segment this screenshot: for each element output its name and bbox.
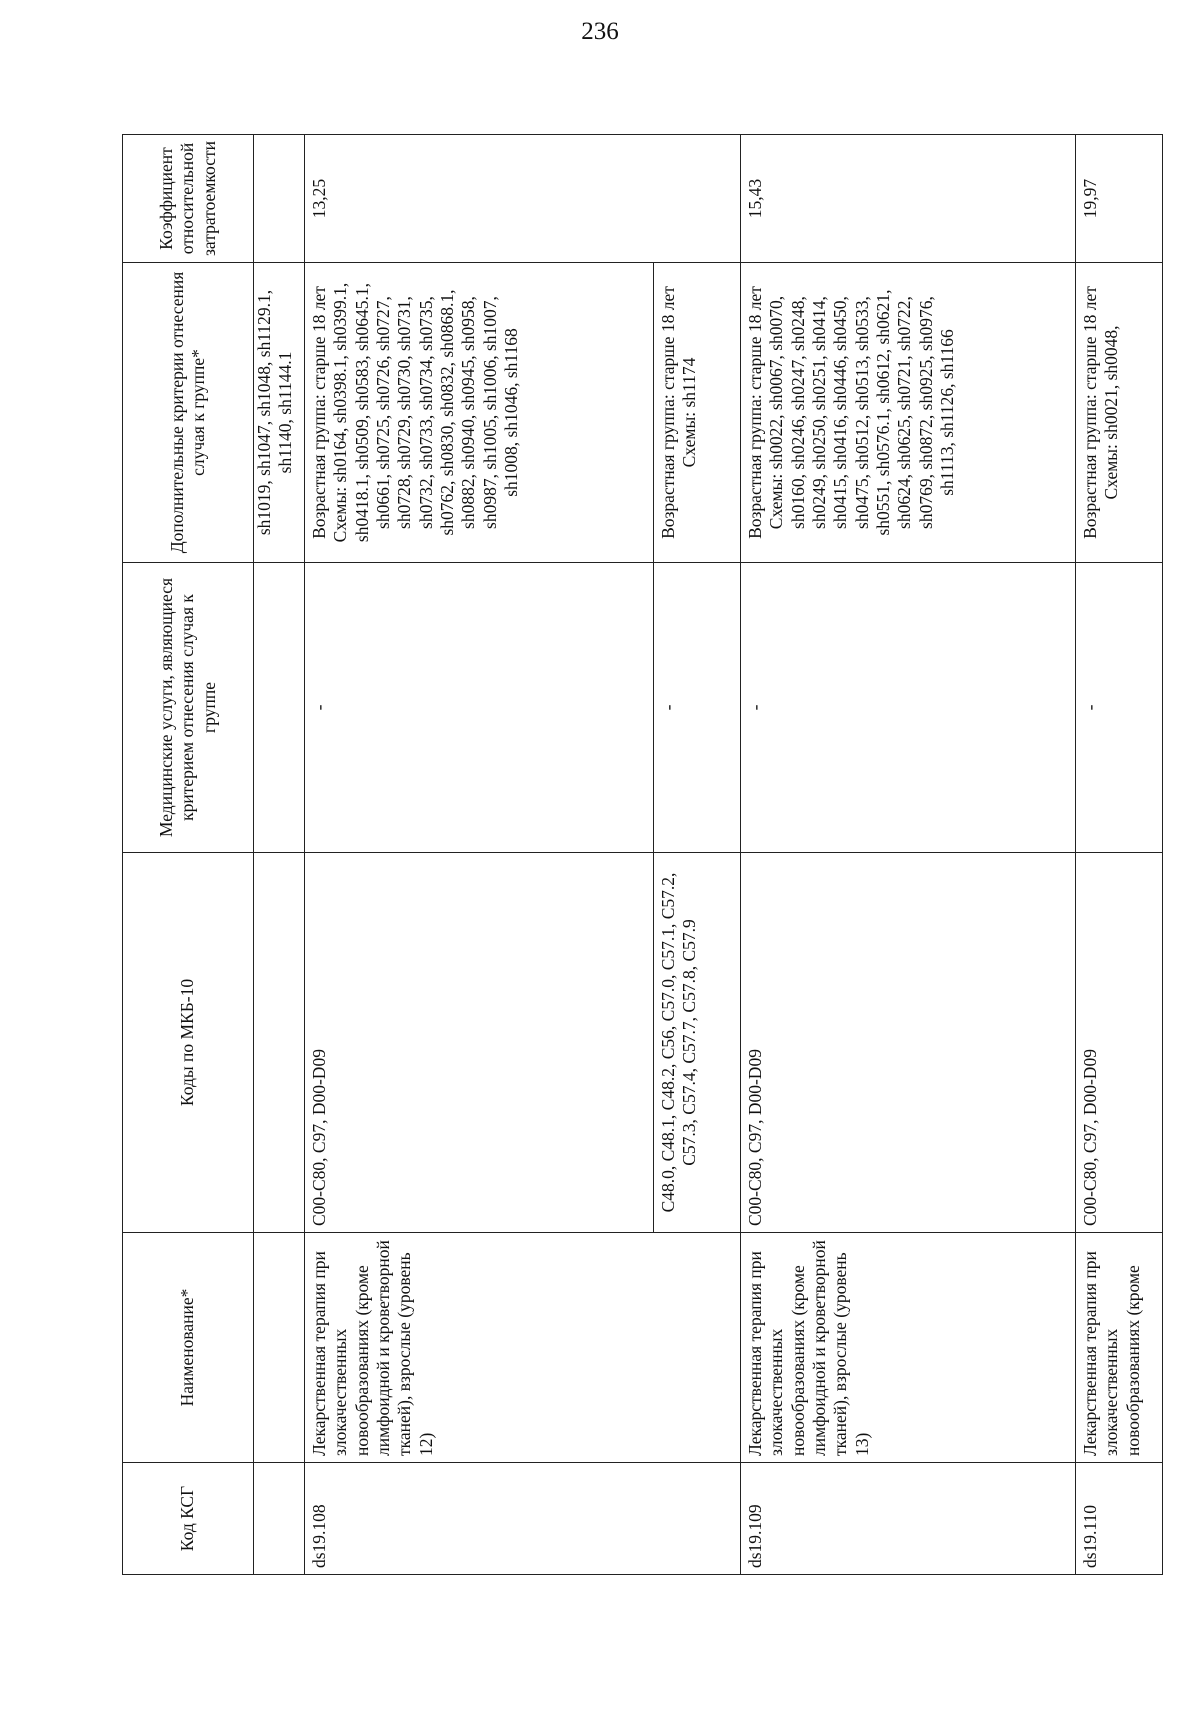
row-services: - — [305, 563, 654, 853]
row-coef: 19,97 — [1076, 135, 1163, 263]
continuation-row — [254, 135, 305, 1575]
header-coef: Коэффициент относительной затратоемкости — [123, 135, 254, 263]
row-code: ds19.109 — [741, 1463, 1076, 1575]
table-row — [741, 135, 1076, 1575]
row-criteria: Возрастная группа: старше 18 лет Схемы: sh0022, sh0067, sh0070, sh0160, sh0246, sh0247, sh0248, sh0249, sh0250, sh0251, sh0414, sh0415, sh0416, sh0446, sh0450, sh0475, sh0512, sh0513, sh0533, sh0551, sh0576.1, sh0612, sh0621, sh0624, sh0625, sh0721, sh0722, sh0769, sh0872, sh0925, sh0976, sh1113, sh1126, sh1166 — [741, 263, 1076, 563]
page-number: 236 — [581, 18, 619, 45]
row-name: Лекарственная терапия при злокачественных новообразованиях (кроме — [1076, 1233, 1163, 1463]
table-row — [1076, 135, 1163, 1575]
row-criteria: Возрастная группа: старше 18 лет Схемы: sh0021, sh0048, — [1076, 263, 1163, 563]
row-code: ds19.110 — [1076, 1463, 1163, 1575]
row-criteria: Возрастная группа: старше 18 лет Схемы: sh1174 — [654, 263, 741, 563]
header-row — [123, 135, 254, 1575]
header-name: Наименование* — [123, 1233, 254, 1463]
continuation-criteria: sh1019, sh1047, sh1048, sh1129.1, sh1140, sh1144.1 — [254, 263, 305, 563]
row-name: Лекарственная терапия при злокачественных новообразованиях (кроме лимфоидной и кроветворной тканей), взрослые (уровень 12) — [305, 1233, 741, 1463]
row-services: - — [1076, 563, 1163, 853]
row-criteria: Возрастная группа: старше 18 лет Схемы: sh0164, sh0398.1, sh0399.1, sh0418.1, sh0509, sh0583, sh0645.1, sh0661, sh0725, sh0726, sh0727, sh0728, sh0729, sh0730, sh0731, sh0732, sh0733, sh0734, sh0735, sh0762, sh0830, sh0832, sh0868.1, sh0882, sh0940, sh0945, sh0958, sh0987, sh1005, sh1006, sh1007, sh1008, sh1046, sh1168 — [305, 263, 654, 563]
rotated-table-container — [122, 135, 1143, 1575]
row-mkb: C48.0, C48.1, C48.2, C56, C57.0, C57.1, C57.2, C57.3, C57.4, C57.7, C57.8, C57.9 — [654, 853, 741, 1233]
row-coef: 13,25 — [305, 135, 741, 263]
table-row — [305, 135, 654, 1575]
row-name: Лекарственная терапия при злокачественных новообразованиях (кроме лимфоидной и кроветворной тканей), взрослые (уровень 13) — [741, 1233, 1076, 1463]
ksg-table — [122, 134, 1163, 1575]
row-coef: 15,43 — [741, 135, 1076, 263]
header-mkb: Коды по МКБ-10 — [123, 853, 254, 1233]
row-mkb: C00-C80, C97, D00-D09 — [1076, 853, 1163, 1233]
row-mkb: C00-C80, C97, D00-D09 — [741, 853, 1076, 1233]
row-code: ds19.108 — [305, 1463, 741, 1575]
row-mkb: C00-C80, C97, D00-D09 — [305, 853, 654, 1233]
row-services: - — [654, 563, 741, 853]
header-services: Медицинские услуги, являющиеся критерием отнесения случая к группе — [123, 563, 254, 853]
header-code: Код КСГ — [123, 1463, 254, 1575]
row-services: - — [741, 563, 1076, 853]
header-criteria: Дополнительные критерии отнесения случая к группе* — [123, 263, 254, 563]
